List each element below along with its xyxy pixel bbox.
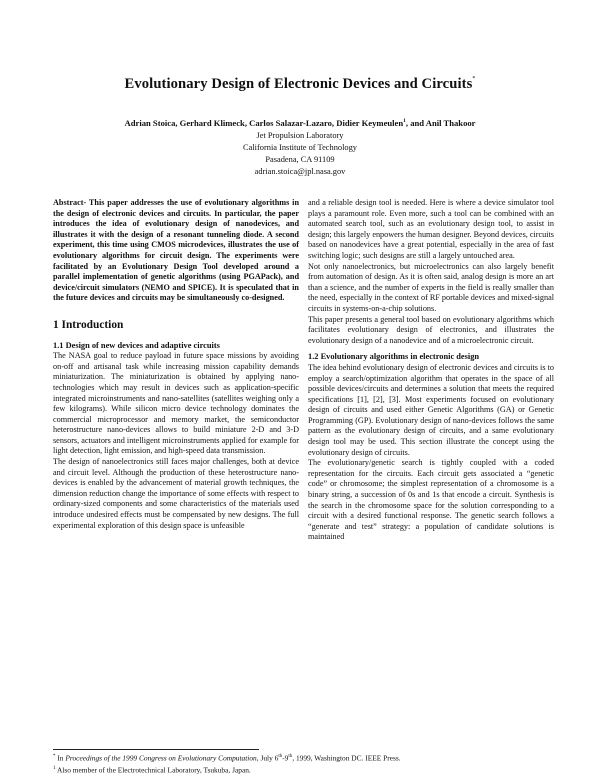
fn1-mid: , July 6 bbox=[256, 753, 279, 763]
affiliation-institute: California Institute of Technology bbox=[243, 143, 357, 152]
fn2-text: Also member of the Electrotechnical Laboratory, Tsukuba, Japan. bbox=[55, 765, 251, 775]
right-column bbox=[308, 198, 554, 543]
affiliation-block bbox=[0, 130, 600, 178]
affiliation-city: Pasadena, CA 91109 bbox=[265, 155, 335, 164]
footnote-membership bbox=[53, 764, 553, 776]
paragraph-1-1-b: The design of nanoelectronics still faces major challenges, both at device and circuit level. Although the production of these heterostructure nano-devices is enabled by the advancement of material growth techniques, the dimension reduction change the importance of some effects with respect to ordinary-sized components and some characteristics of the materials used introduce undesired effects must be compensated by new designs. The full experimental exploration of this design space is unfeasible bbox=[53, 457, 299, 530]
paragraph-1-1-a: The NASA goal to reduce payload in future space missions by avoiding on-off and artisanal task while increasing mission capability demands miniaturization. The miniaturization is obtained by applying nano-technologies which may result in devices such as application-specific integrated microinstruments and nano-satellites (satellites weighing only a few kilograms). While silicon micro device technology dominates the commercial microprocessor and memory market, the semiconductor heterostructure nano-devices allows to build miniature 2-D and 3-D sensors, actuators and intelligent microinstruments applied for example for light detection, light emission, and high-speed data transmission. bbox=[53, 351, 299, 456]
left-column bbox=[53, 198, 299, 531]
affiliation-email: adrian.stoica@jpl.nasa.gov bbox=[254, 167, 346, 176]
footnote-mark-star: * bbox=[53, 754, 56, 759]
paper-title bbox=[0, 76, 600, 93]
title-footnote-mark: * bbox=[472, 76, 476, 82]
abstract-text: This paper addresses the use of evolutionary algorithms in the design of electronic devices and circuits. In particular, the paper introduces the idea of evolutionary design of nanodevices, and illustrates it with the design of a resonant tunneling diode. A second experiment, this time using CMOS microdevices, illustrates the use of evolutionary algorithms for circuit design. The experiments were facilitated by an Evolutionary Design Tool developed around a parallel implementation of genetic algorithms (using PGAPack), and device/circuit simulators (NEMO and SPICE). It is speculated that in the future devices and circuits may be simultaneously co-designed. bbox=[53, 198, 299, 303]
title-text: Evolutionary Design of Electronic Devices and Circuits bbox=[124, 76, 473, 92]
fn1-sup2: th bbox=[288, 754, 293, 759]
authors-main: Adrian Stoica, Gerhard Klimeck, Carlos Salazar-Lazaro, Didier Keymeulen bbox=[124, 118, 404, 128]
footnote-proceedings bbox=[53, 752, 553, 764]
footnote-divider bbox=[53, 749, 259, 750]
subsection-heading-1-2: 1.2 Evolutionary algorithms in electronic design bbox=[308, 352, 480, 362]
footnote-mark-1: 1 bbox=[53, 765, 56, 771]
affiliation-lab: Jet Propulsion Laboratory bbox=[256, 131, 344, 140]
footnotes bbox=[53, 752, 553, 776]
paragraph-right-a: and a reliable design tool is needed. Here is where a device simulator tool plays a paramount role. Even more, such a tool can be combined with an automated search tool, such as an evolutionary design tool, to assist in design; this largely enpowers the human designer. Beyond devices, circuits based on nanodevices have a great potential, especially in the area of fast switching logic; such designs are still a largely untouched area. bbox=[308, 198, 554, 260]
paragraph-right-b: Not only nanoelectronics, but microelectronics can also largely benefit from automation of design. As it is often said, analog design is more an art than a science, and the number of experts in the field is really smaller than the need, especially in the context of RF portable devices and mixed-signal circuits in systems-on-a-chip solutions. bbox=[308, 261, 555, 313]
fn1-pre: In bbox=[55, 753, 66, 763]
section-heading-introduction: 1 Introduction bbox=[53, 318, 124, 331]
fn1-proceedings-title: Proceedings of the 1999 Congress on Evolutionary Computation bbox=[65, 753, 257, 763]
paragraph-1-2-b: The evolutionary/genetic search is tightly coupled with a coded representation for the circuits. Each circuit gets associated a “genetic code” or chromosome; the simplest representation of a chromosome is a binary string, a succession of 0s and 1s that encode a circuit. Synthesis is the search in the chromosome space for the solution corresponding to a circuit with a desired functional response. The genetic search follows a “generate and test” strategy: a population of candidate solutions is maintained bbox=[308, 458, 554, 542]
abstract bbox=[53, 198, 299, 304]
abstract-label: Abstract- bbox=[53, 198, 87, 207]
paragraph-1-2-a: The idea behind evolutionary design of electronic devices and circuits is to employ a search/optimization algorithm that operates in the space of all possible devices/circuits and determines a solution that meets the required specifications [1], [2], [3]. Most experiments focused on evolutionary design of circuits and used either Genetic Algorithms (GA) or Genetic Programming (GP). Evolutionary design of nano-devices follows the same pattern as the evolutionary design of circuits, and a same evolutionary design tool may be used. This section illustrate the concept using the evolutionary design of circuits. bbox=[308, 362, 554, 457]
author-list bbox=[0, 118, 600, 128]
fn1-dash: -9 bbox=[282, 753, 289, 763]
authors-tail: , and Anil Thakoor bbox=[405, 118, 476, 128]
fn1-post: , 1999, Washington DC. IEEE Press. bbox=[292, 753, 401, 763]
author-footnote-mark: 1 bbox=[403, 118, 406, 125]
subsection-heading-1-1: 1.1 Design of new devices and adaptive circuits bbox=[53, 340, 220, 350]
fn1-sup1: th bbox=[278, 754, 283, 759]
paragraph-right-c: This paper presents a general tool based on evolutionary algorithms which facilitates evolutionary design of electronics, and illustrates the evolutionary design of a nanodevice and of a microelectronic circuit. bbox=[308, 314, 554, 345]
